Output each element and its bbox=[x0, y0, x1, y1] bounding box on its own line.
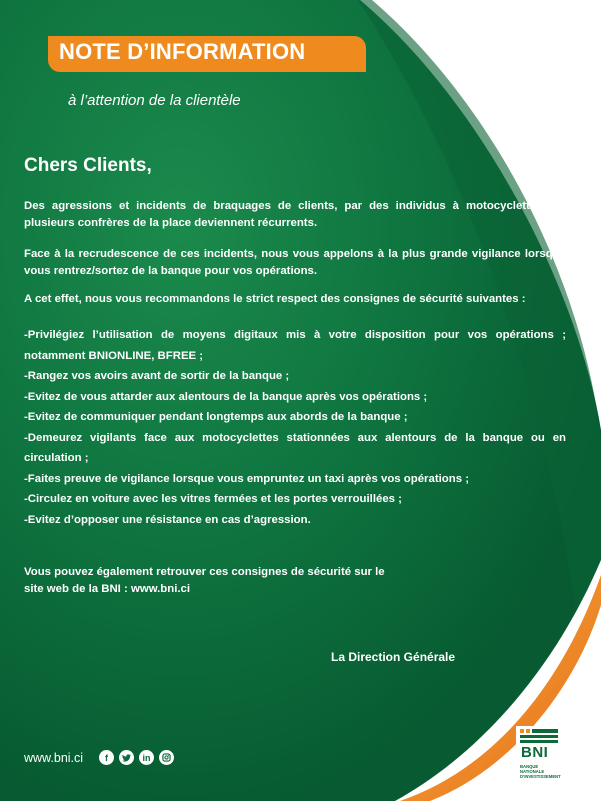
instruction-item: -Demeurez vigilants face aux motocyclettes stationnées aux alentours de la banque ou en circulation ; bbox=[24, 431, 566, 464]
logo-subtitle: BANQUE NATIONALE D’INVESTISSEMENT bbox=[520, 764, 561, 779]
notice-body bbox=[24, 198, 566, 530]
paragraph-incidents: Des agressions et incidents de braquages de clients, par des individus à motocyclettes, de plusieurs confrères de la place deviennent récurrents. bbox=[24, 200, 566, 229]
signature: La Direction Générale bbox=[331, 650, 456, 664]
facebook-icon[interactable]: f bbox=[99, 750, 114, 765]
bni-logo bbox=[516, 726, 564, 784]
logo-mark bbox=[516, 726, 564, 746]
instruction-item: -Privilégiez l’utilisation de moyens digitaux mis à votre disposition pour vos opérations ; notamment BNIONLINE, BFREE ; bbox=[24, 329, 566, 362]
instagram-icon[interactable] bbox=[159, 750, 174, 765]
instruction-item: -Evitez de communiquer pendant longtemps aux abords de la banque ; bbox=[24, 411, 408, 423]
twitter-icon[interactable] bbox=[119, 750, 134, 765]
instruction-item: -Evitez de vous attarder aux alentours de la banque après vos opérations ; bbox=[24, 390, 428, 403]
paragraph-instructions-intro: A cet effet, nous vous recommandons le strict respect des consignes de sécurité suivantes : bbox=[24, 293, 526, 305]
instruction-item: -Circulez en voiture avec les vitres fermées et les portes verrouillées ; bbox=[24, 493, 402, 505]
instruction-item: -Rangez vos avoirs avant de sortir de la banque ; bbox=[24, 370, 290, 382]
footer-website-link[interactable]: www.bni.ci bbox=[24, 751, 84, 765]
page-subtitle: à l’attention de la clientèle bbox=[68, 92, 241, 109]
linkedin-icon[interactable]: in bbox=[139, 750, 154, 765]
closing-note bbox=[24, 564, 385, 598]
instruction-item: -Evitez d’opposer une résistance en cas d’agression. bbox=[24, 513, 311, 526]
paragraph-vigilance: Face à la recrudescence de ces incidents, nous vous appelons à la plus grande vigilance lorsque vous rentrez/sortez de la banque pour vos opérations. bbox=[24, 248, 566, 277]
closing-line: site web de la BNI : www.bni.ci bbox=[24, 583, 191, 595]
greeting: Chers Clients, bbox=[24, 155, 152, 176]
instruction-item: -Faites preuve de vigilance lorsque vous empruntez un taxi après vos opérations ; bbox=[24, 472, 469, 485]
page-title: NOTE D’INFORMATION bbox=[59, 39, 306, 64]
social-links bbox=[99, 750, 174, 765]
closing-line: Vous pouvez également retrouver ces consignes de sécurité sur le bbox=[24, 566, 385, 578]
logo-name: BNI bbox=[521, 744, 549, 761]
